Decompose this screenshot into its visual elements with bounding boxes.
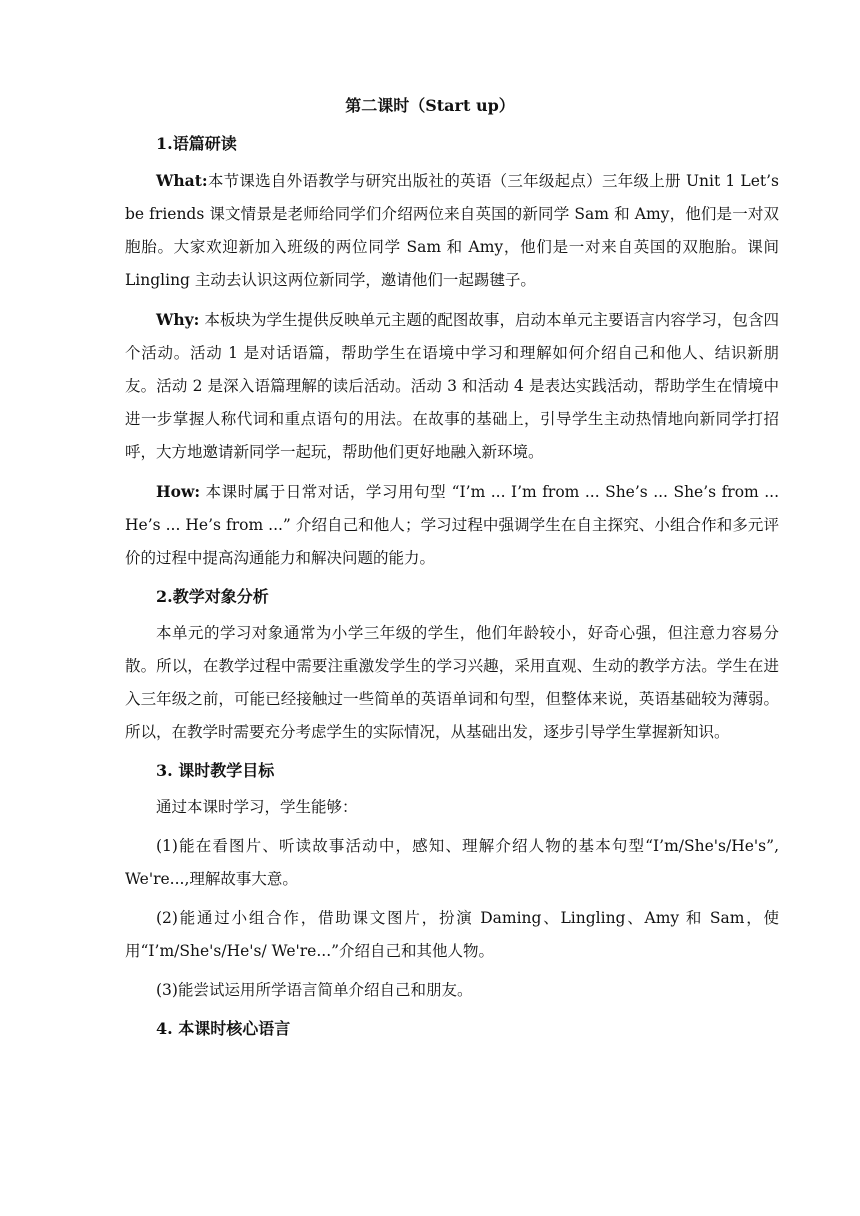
page-title: 第二课时（Start up） bbox=[345, 96, 515, 115]
paragraph bbox=[125, 475, 779, 575]
paragraph bbox=[125, 303, 779, 469]
paragraph bbox=[125, 164, 779, 297]
paragraph-text: 通过本课时学习，学生能够： bbox=[156, 798, 358, 816]
paragraph bbox=[125, 791, 779, 824]
paragraph bbox=[125, 617, 779, 749]
paragraph-text: (1)能在看图片、听读故事活动中，感知、理解介绍人物的基本句型“I’m/She's/He's”, We're...,理解故事大意。 bbox=[125, 837, 779, 888]
paragraph-lead: Why: bbox=[156, 310, 200, 329]
paragraph-text: 本节课选自外语教学与研究出版社的英语（三年级起点）三年级上册 Unit 1 Let’s be friends 课文情景是老师给同学们介绍两位来自英国的新同学 Sam 和 Amy，他们是一对双胞胎。大家欢迎新加入班级的两位同学 Sam 和 Amy，他们是一对来自英国的双胞胎。课间 Lingling 主动去认识这两位新同学，邀请他们一起踢毽子。 bbox=[125, 172, 779, 289]
paragraph bbox=[125, 902, 779, 968]
section-heading: 4. 本课时核心语言 bbox=[156, 1019, 291, 1038]
document-body bbox=[125, 122, 779, 1049]
paragraph-text: (3)能尝试运用所学语言简单介绍自己和朋友。 bbox=[156, 981, 473, 999]
paragraph-text: 本单元的学习对象通常为小学三年级的学生，他们年龄较小，好奇心强，但注意力容易分散。所以，在教学过程中需要注重激发学生的学习兴趣，采用直观、生动的教学方法。学生在进入三年级之前，可能已经接触过一些简单的英语单词和句型，但整体来说，英语基础较为薄弱。所以，在教学时需要充分考虑学生的实际情况，从基础出发，逐步引导学生掌握新知识。 bbox=[125, 624, 779, 741]
section-heading: 3. 课时教学目标 bbox=[156, 761, 275, 780]
paragraph-lead: What: bbox=[156, 171, 208, 190]
section-heading: 1.语篇研读 bbox=[156, 134, 237, 153]
paragraph-text: 本板块为学生提供反映单元主题的配图故事，启动本单元主要语言内容学习，包含四个活动。活动 1 是对话语篇，帮助学生在语境中学习和理解如何介绍自己和他人、结识新朋友。活动 2 是深入语篇理解的读后活动。活动 3 和活动 4 是表达实践活动，帮助学生在情境中进一步掌握人称代词和重点语句的用法。在故事的基础上，引导学生主动热情地向新同学打招呼，大方地邀请新同学一起玩，帮助他们更好地融入新环境。 bbox=[125, 311, 779, 461]
paragraph-text: 本课时属于日常对话，学习用句型 “I’m ... I’m from ... She’s ... She’s from ... He’s ... He’s from ...” 介绍自己和他人；学习过程中强调学生在自主探究、小组合作和多元评价的过程中提高沟通能力和解决问题的能力。 bbox=[125, 483, 779, 567]
section-heading: 2.教学对象分析 bbox=[156, 587, 269, 606]
paragraph bbox=[125, 974, 779, 1007]
paragraph-lead: How: bbox=[156, 482, 201, 501]
paragraph bbox=[125, 830, 779, 896]
paragraph-text: (2)能通过小组合作，借助课文图片，扮演 Daming、Lingling、Amy 和 Sam，使用“I’m/She's/He's/ We're...”介绍自己和其他人物。 bbox=[125, 909, 779, 960]
